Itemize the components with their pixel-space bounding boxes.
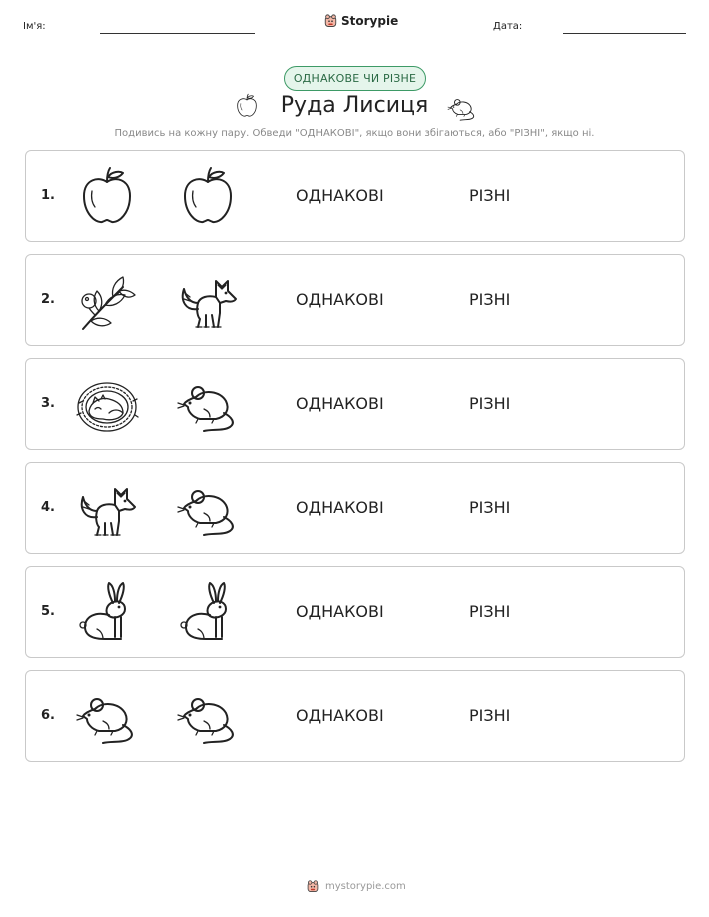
- different-option[interactable]: РІЗНІ: [469, 498, 511, 517]
- rabbit-icon: [176, 581, 240, 645]
- mouse-icon: [176, 477, 240, 541]
- name-line[interactable]: [100, 33, 255, 34]
- different-option[interactable]: РІЗНІ: [469, 394, 511, 413]
- same-option[interactable]: ОДНАКОВІ: [296, 186, 384, 205]
- fox-den-icon: [75, 373, 139, 437]
- row-number: 6.: [41, 708, 55, 723]
- different-option[interactable]: РІЗНІ: [469, 290, 511, 309]
- brand-logo: [323, 13, 398, 28]
- pair-row: [25, 254, 685, 346]
- row-number: 4.: [41, 500, 55, 515]
- pair-row: [25, 358, 685, 450]
- pair-row: [25, 670, 685, 762]
- mouse-icon: [447, 93, 477, 123]
- title-row: [0, 93, 709, 125]
- row-number: 5.: [41, 604, 55, 619]
- same-option[interactable]: ОДНАКОВІ: [296, 706, 384, 725]
- row-number: 3.: [41, 396, 55, 411]
- activity-badge: ОДНАКОВЕ ЧИ РІЗНЕ: [284, 66, 426, 91]
- page-title: Руда Лисиця: [280, 93, 429, 118]
- different-option[interactable]: РІЗНІ: [469, 186, 511, 205]
- different-option[interactable]: РІЗНІ: [469, 706, 511, 725]
- rabbit-icon: [75, 581, 139, 645]
- storypie-logo-icon: [306, 879, 320, 893]
- pair-row: [25, 462, 685, 554]
- instructions: Подивись на кожну пару. Обведи "ОДНАКОВІ", якщо вони збігаються, або "РІЗНІ", якщо ні.: [114, 128, 595, 139]
- pair-row: [25, 150, 685, 242]
- berry-branch-icon: [75, 269, 139, 333]
- mouse-icon: [176, 685, 240, 749]
- mouse-icon: [75, 685, 139, 749]
- row-number: 2.: [41, 292, 55, 307]
- different-option[interactable]: РІЗНІ: [469, 602, 511, 621]
- storypie-logo-icon: [323, 13, 338, 28]
- same-option[interactable]: ОДНАКОВІ: [296, 394, 384, 413]
- brand-text: Storypie: [341, 13, 399, 28]
- date-label: Дата:: [493, 21, 523, 32]
- footer-url[interactable]: mystorypie.com: [325, 880, 406, 892]
- row-number: 1.: [41, 188, 55, 203]
- same-option[interactable]: ОДНАКОВІ: [296, 498, 384, 517]
- footer: [306, 879, 406, 893]
- same-option[interactable]: ОДНАКОВІ: [296, 602, 384, 621]
- name-label: Ім'я:: [23, 21, 46, 32]
- same-option[interactable]: ОДНАКОВІ: [296, 290, 384, 309]
- apple-icon: [176, 165, 240, 229]
- date-line[interactable]: [563, 33, 686, 34]
- fox-icon: [75, 477, 139, 541]
- pair-row: [25, 566, 685, 658]
- fox-icon: [176, 269, 240, 333]
- apple-icon: [75, 165, 139, 229]
- mouse-icon: [176, 373, 240, 437]
